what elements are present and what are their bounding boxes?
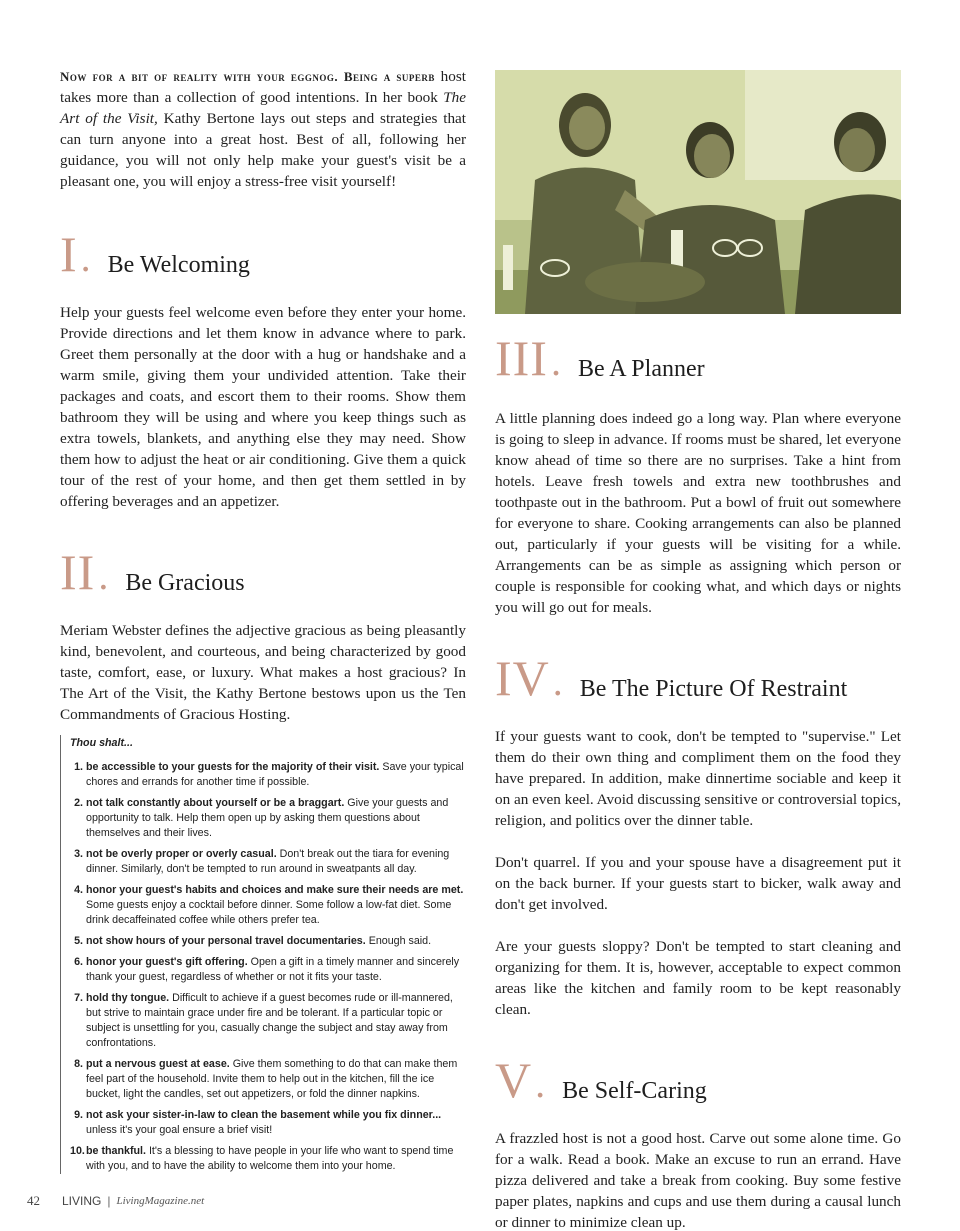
section-title: Be Self-Caring xyxy=(562,1078,707,1104)
section-title: Be Gracious xyxy=(125,570,245,596)
list-item: 1. be accessible to your guests for the majority of their visit. Save your typical chores and errands for another time if possible. xyxy=(74,761,464,788)
commandments-heading: Thou shalt... xyxy=(70,737,133,749)
section-heading-5 xyxy=(495,1052,901,1108)
section-1-paragraph: Help your guests feel welcome even before they enter your home. Provide directions and let them know in advance where to park. Greet them personally at the door with a hug or handshake and a warm smile, giving them your undivided attention. Take their packages and coats, and escort them to their rooms. Show them bathroom they will be using and where you keep things such as extra towels, blankets, and anything else they may need. Show them how to adjust the heat or air conditioning. Give them a quick tour of the rest of your home, and then get them settled in by offering beverages and an appetizer. xyxy=(60,304,466,510)
list-item: 4. honor your guest's habits and choices and make sure their needs are met. Some guests enjoy a cocktail before dinner. Some follow a low-fat diet. Some drink decaffeinated coffee while others prefer tea. xyxy=(74,884,464,926)
section-title: Be A Planner xyxy=(577,356,705,382)
intro-book-title: The Art of the Visit, xyxy=(60,89,466,127)
list-item: 3. not be overly proper or overly casual. Don't break out the tiara for evening dinner. Similarly, don't be tempted to run around in sweatpants all day. xyxy=(74,848,450,875)
commandments-list xyxy=(60,735,466,1174)
section-4-paragraph-3: Are your guests sloppy? Don't be tempted to start cleaning and organizing for them. It is, however, acceptable to expect common areas like the kitchen and family room to be kept reasonably clean. xyxy=(495,938,901,1018)
section-numeral: III. xyxy=(495,330,562,386)
list-item: 2. not talk constantly about yourself or be a braggart. Give your guests and opportunity to talk. Help them open up by asking them questions about themselves and their lives. xyxy=(74,797,449,839)
list-item: 10. be thankful. It's a blessing to have people in your life who want to spend time with you, and to have the ability to welcome them into your home. xyxy=(70,1145,454,1172)
section-5-paragraph: A frazzled host is not a good host. Carve out some alone time. Go for a walk. Read a book. Make an excuse to run an errand. Have pizza delivered and take a break from cooking. Buy some festive paper plates, napkins and cups and use them during a causal lunch or dinner to minimize clean up. xyxy=(495,1130,901,1231)
list-item: 5. not show hours of your personal travel documentaries. Enough said. xyxy=(74,935,432,947)
section-4-paragraph-2: Don't quarrel. If you and your spouse have a disagreement put it on the back burner. If your guests start to bicker, walk away and don't get involved. xyxy=(495,854,901,913)
section-numeral: II. xyxy=(60,544,110,600)
section-numeral: IV. xyxy=(495,650,564,706)
section-numeral: V. xyxy=(495,1052,547,1108)
intro-text-a: host takes more than a collection of good intentions. In her book xyxy=(60,68,466,106)
intro-text-b: Kathy Bertone lays out steps and strategies that can turn anyone into a great host. Best of all, following her guidance, you will not only help make your guest's visit be a pleasant one, you will enjoy a stress-free visit yourself! xyxy=(60,110,467,190)
footer-separator: | xyxy=(107,1194,111,1208)
page-footer xyxy=(27,1193,204,1209)
list-item: 9. not ask your sister-in-law to clean the basement while you fix dinner... unless it's your goal ensure a brief visit! xyxy=(74,1109,442,1136)
left-column xyxy=(60,66,466,1180)
intro-lead: Now for a bit of reality with your eggnog. Being a superb xyxy=(60,69,435,84)
section-numeral: I. xyxy=(60,226,92,282)
section-label: LIVING xyxy=(62,1194,102,1208)
section-title: Be Welcoming xyxy=(107,252,250,278)
section-heading-4 xyxy=(495,650,901,706)
section-heading-3 xyxy=(495,330,901,386)
section-title: Be The Picture Of Restraint xyxy=(579,676,848,702)
site-link[interactable]: LivingMagazine.net xyxy=(116,1195,205,1207)
section-heading-1 xyxy=(60,226,466,282)
section-3-paragraph: A little planning does indeed go a long way. Plan where everyone is going to sleep in advance. If rooms must be shared, let everyone know ahead of time so there are no surprises. Take a hint from hotels. Leave fresh towels and extra new toothbrushes and toothpaste out in the bathroom. Put a bowl of fruit out somewhere for everyone to share. Cooking arrangements can also be planned out, particularly if your guests will be visiting for a while. Arrangements can be as simple as assigning which person or couple is responsible for cooking what, and which days or nights you will go out for meals. xyxy=(495,410,901,616)
page-number: 42 xyxy=(27,1193,40,1208)
section-4-paragraph-1: If your guests want to cook, don't be tempted to "supervise." Let them do their own thing and compliment them on the food they have prepared. In addition, make dinnertime sociable and keep it on an even keel. Avoid discussing sensitive or controversial topics, religion, and politics over the dinner table. xyxy=(495,728,901,829)
right-column xyxy=(495,70,901,1231)
dinner-party-photo xyxy=(495,70,901,314)
list-item: 7. hold thy tongue. Difficult to achieve if a guest becomes rude or ill-mannered, but strive to maintain grace under fire and be tolerant. If a particular topic or subject is unsettling for you, casually change the subject and stay away from confrontations. xyxy=(74,992,453,1049)
section-heading-2 xyxy=(60,544,466,600)
section-2-paragraph: Meriam Webster defines the adjective gracious as being pleasantly kind, benevolent, and courteous, and being characterized by good taste, comfort, ease, or luxury. What makes a host gracious? In The Art of the Visit, the Kathy Bertone bestows upon us the Ten Commandments of Gracious Hosting. xyxy=(60,622,466,723)
list-item: 8. put a nervous guest at ease. Give them something to do that can make them feel part of the household. Invite them to help out in the kitchen, fill the ice bucket, light the candles, set out appetizers, or fold the dinner napkins. xyxy=(74,1058,458,1100)
list-item: 6. honor your guest's gift offering. Open a gift in a timely manner and sincerely thank your guest, regardless of whether or not it fits your taste. xyxy=(74,956,460,983)
intro-paragraph xyxy=(60,66,466,192)
